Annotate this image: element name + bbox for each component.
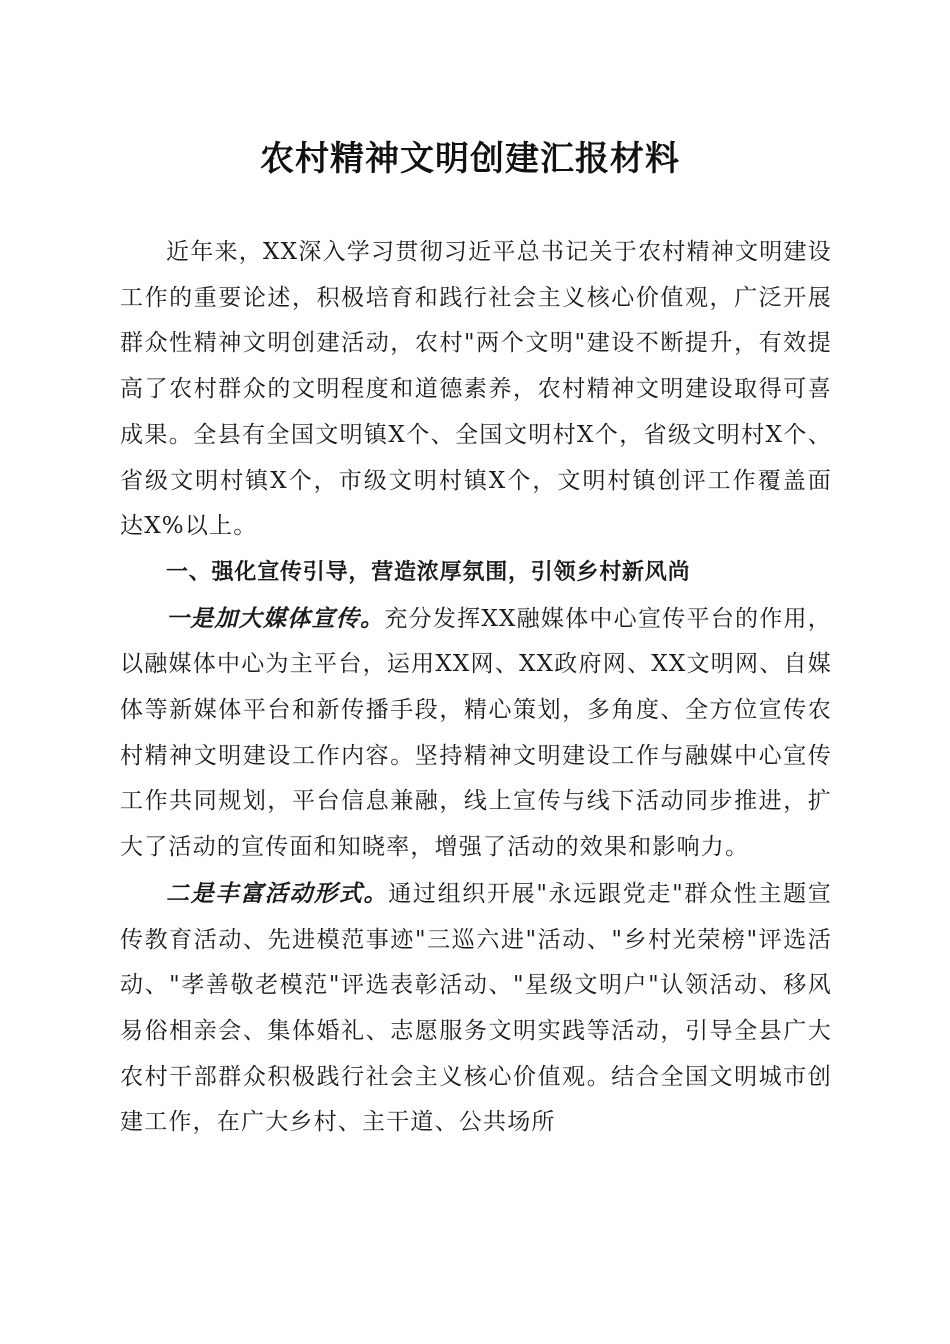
media-paragraph: [120, 596, 832, 871]
intro-paragraph: 近年来，XX深入学习贯彻习近平总书记关于农村精神文明建设工作的重要论述，积极培育和践行社会主义核心价值观，广泛开展群众性精神文明创建活动，农村"两个文明"建设不断提升，有效提高了农村群众的文明程度和道德素养，农村精神文明建设取得可喜成果。全县有全国文明镇X个、全国文明村X个，省级文明村X个、省级文明村镇X个，市级文明村镇X个，文明村镇创评工作覆盖面达X%以上。: [120, 239, 832, 540]
document-body: [120, 230, 832, 1146]
document-title: 农村精神文明创建汇报材料: [260, 139, 680, 179]
media-lead: 一是加大媒体宣传。: [166, 604, 385, 632]
activities-text: 通过组织开展"永远跟党走"群众性主题宣传教育活动、先进模范事迹"三巡六进"活动、"乡村光荣榜"评选活动、"孝善敬老模范"评选表彰活动、"星级文明户"认领活动、移风易俗相亲会、集体婚礼、志愿服务文明实践等活动，引导全县广大农村干部群众积极践行社会主义核心价值观。结合全国文明城市创建工作，在广大乡村、主干道、公共场所: [120, 880, 832, 1136]
activities-paragraph: [120, 871, 832, 1146]
activities-lead: 二是丰富活动形式。: [166, 879, 389, 907]
section-heading: 一、强化宣传引导，营造浓厚氛围，引领乡村新风尚: [166, 559, 691, 585]
media-text: 充分发挥XX融媒体中心宣传平台的作用，以融媒体中心为主平台，运用XX网、XX政府网、XX文明网、自媒体等新媒体平台和新传播手段，精心策划，多角度、全方位宣传农村精神文明建设工作内容。坚持精神文明建设工作与融媒中心宣传工作共同规划，平台信息兼融，线上宣传与线下活动同步推进，扩大了活动的宣传面和知晓率，增强了活动的效果和影响力。: [120, 605, 832, 861]
